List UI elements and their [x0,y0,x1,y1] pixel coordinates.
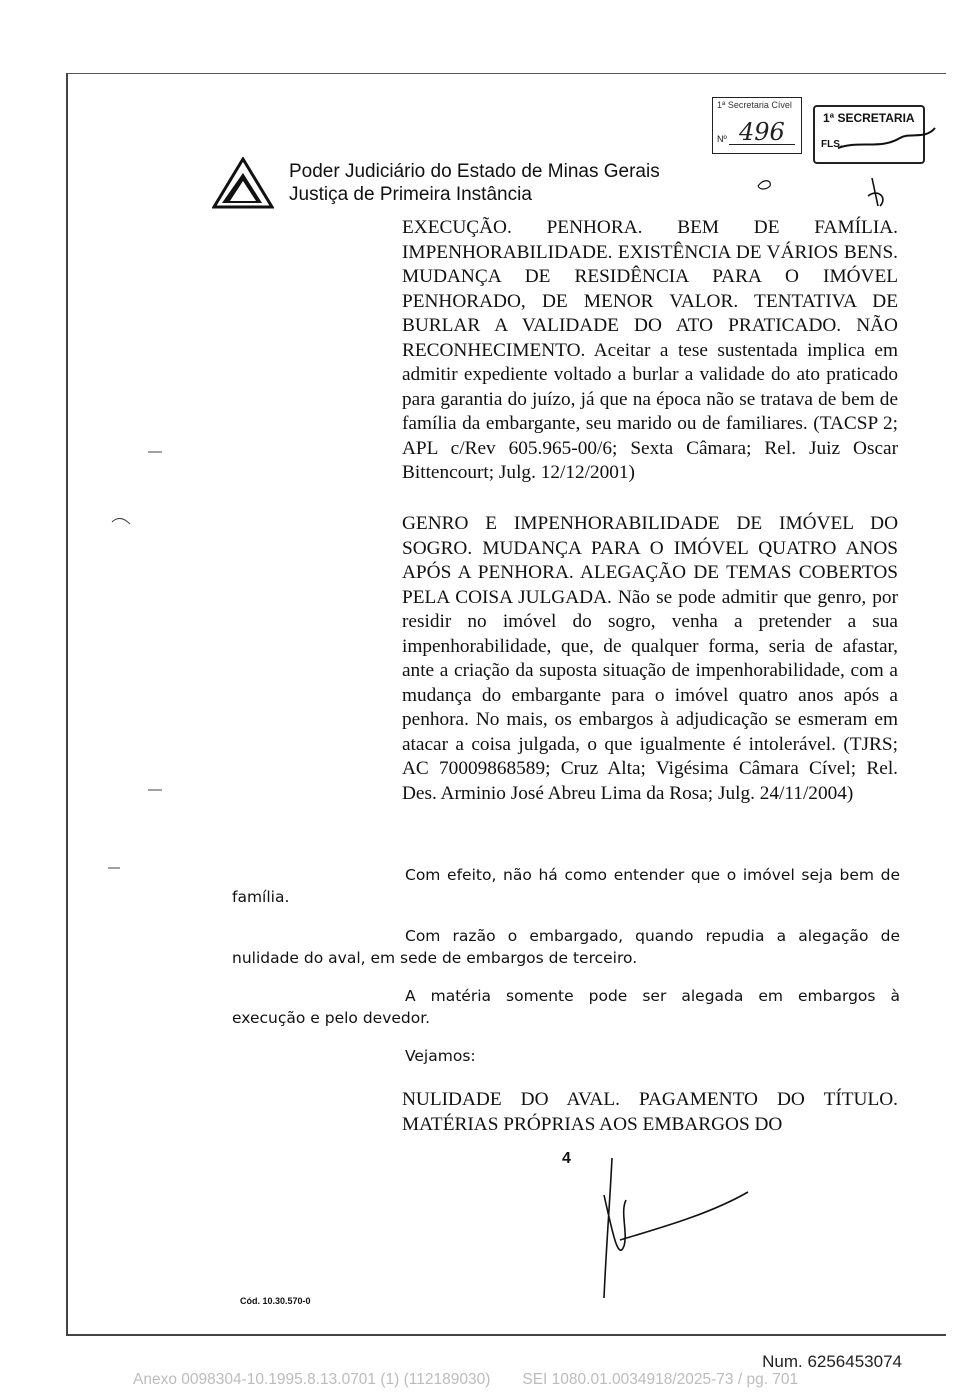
stamp-line [729,144,795,145]
case-law-quote-3: NULIDADE DO AVAL. PAGAMENTO DO TÍTULO. MATÉRIAS PRÓPRIAS AOS EMBARGOS DO [402,1089,898,1135]
paragraph-2-rest: nulidade do aval, em sede de embargos de terceiro. [232,949,638,967]
folio-stamp-label: FLS. [821,139,843,150]
signature [604,1158,748,1298]
page-frame-bottom [66,1334,946,1336]
paragraph-4 [232,1045,900,1067]
page-frame-top [66,73,946,74]
document-num: Num. 6256453074 [762,1352,902,1371]
folio-stamp [813,105,925,164]
case-law-quote-1: EXECUÇÃO. PENHORA. BEM DE FAMÍLIA. IMPENHORABILIDADE. EXISTÊNCIA DE VÁRIOS BENS. MUDANÇA DE RESIDÊNCIA PARA O IMÓVEL PENHORADO, DE MENOR VALOR. TENTATIVA DE BURLAR A VALIDADE DO ATO PRATICADO. NÃO RECONHECIMENTO. Aceitar a tese sustentada implica em admitir expediente voltado a burlar a validade do ato praticado para garantia do juízo, já que na época não se tratava de bem de família da embargante, seu marido ou de familiares. (TACSP 2; APL c/Rev 605.965-00/6; Sexta Câmara; Rel. Juiz Oscar Bittencourt; Julg. 12/12/2001) [402,217,898,483]
paragraph-3-rest: execução e pelo devedor. [232,1009,431,1027]
paragraph-2 [232,925,900,969]
annex-footer [133,1371,798,1389]
paragraph-3 [232,985,900,1029]
annex-left: Anexo 0098304-10.1995.8.13.0701 (1) (112189030) [133,1371,491,1388]
document-header [289,160,660,206]
page-frame-left [66,73,68,1335]
paragraph-3-first-line: A matéria somente pode ser alegada em embargos à [405,987,900,1005]
folio-stamp-title: 1ª SECRETARIA [823,111,915,125]
stamp-number-label: Nº [717,134,727,144]
initials-mark [868,178,883,206]
paragraph-2-first-line: Com razão o embargado, quando repudia a alegação de [405,927,900,945]
paragraph-1-rest: família. [232,888,290,906]
paragraph-1 [232,864,900,908]
annex-right: SEI 1080.01.0034918/2025-73 / pg. 701 [522,1371,799,1388]
header-line-1: Poder Judiciário do Estado de Minas Gerais [289,161,660,182]
small-mark [758,181,770,189]
page-number: 4 [562,1150,571,1167]
stamp-number: 496 [739,118,785,146]
form-code: Cód. 10.30.570-0 [240,1296,311,1306]
stamp-title: 1ª Secretaria Cível [717,100,792,110]
protocol-stamp [712,97,802,154]
paragraph-4-line: Vejamos: [405,1047,476,1065]
margin-tick [112,518,130,524]
header-line-2: Justiça de Primeira Instância [289,184,532,205]
case-law-quote-2: GENRO E IMPENHORABILIDADE DE IMÓVEL DO SOGRO. MUDANÇA PARA O IMÓVEL QUATRO ANOS APÓS A PENHORA. ALEGAÇÃO DE TEMAS COBERTOS PELA COISA JULGADA. Não se pode admitir que genro, por residir no imóvel do sogro, venha a pretender a sua impenhorabilidade, que, de qualquer forma, seria de afastar, ante a criação da suposta situação de impenhorabilidade, com a mudança do embargante para o imóvel quatro anos após a penhora. No mais, os embargos à adjudicação se esmeram em atacar a coisa julgada, o que igualmente é intolerável. (TJRS; AC 70009868589; Cruz Alta; Vigésima Câmara Cível; Rel. Des. Arminio José Abreu Lima da Rosa; Julg. 24/11/2004) [402,513,898,804]
court-logo-icon [212,157,274,209]
paragraph-1-first-line: Com efeito, não há como entender que o imóvel seja bem de [405,866,900,884]
